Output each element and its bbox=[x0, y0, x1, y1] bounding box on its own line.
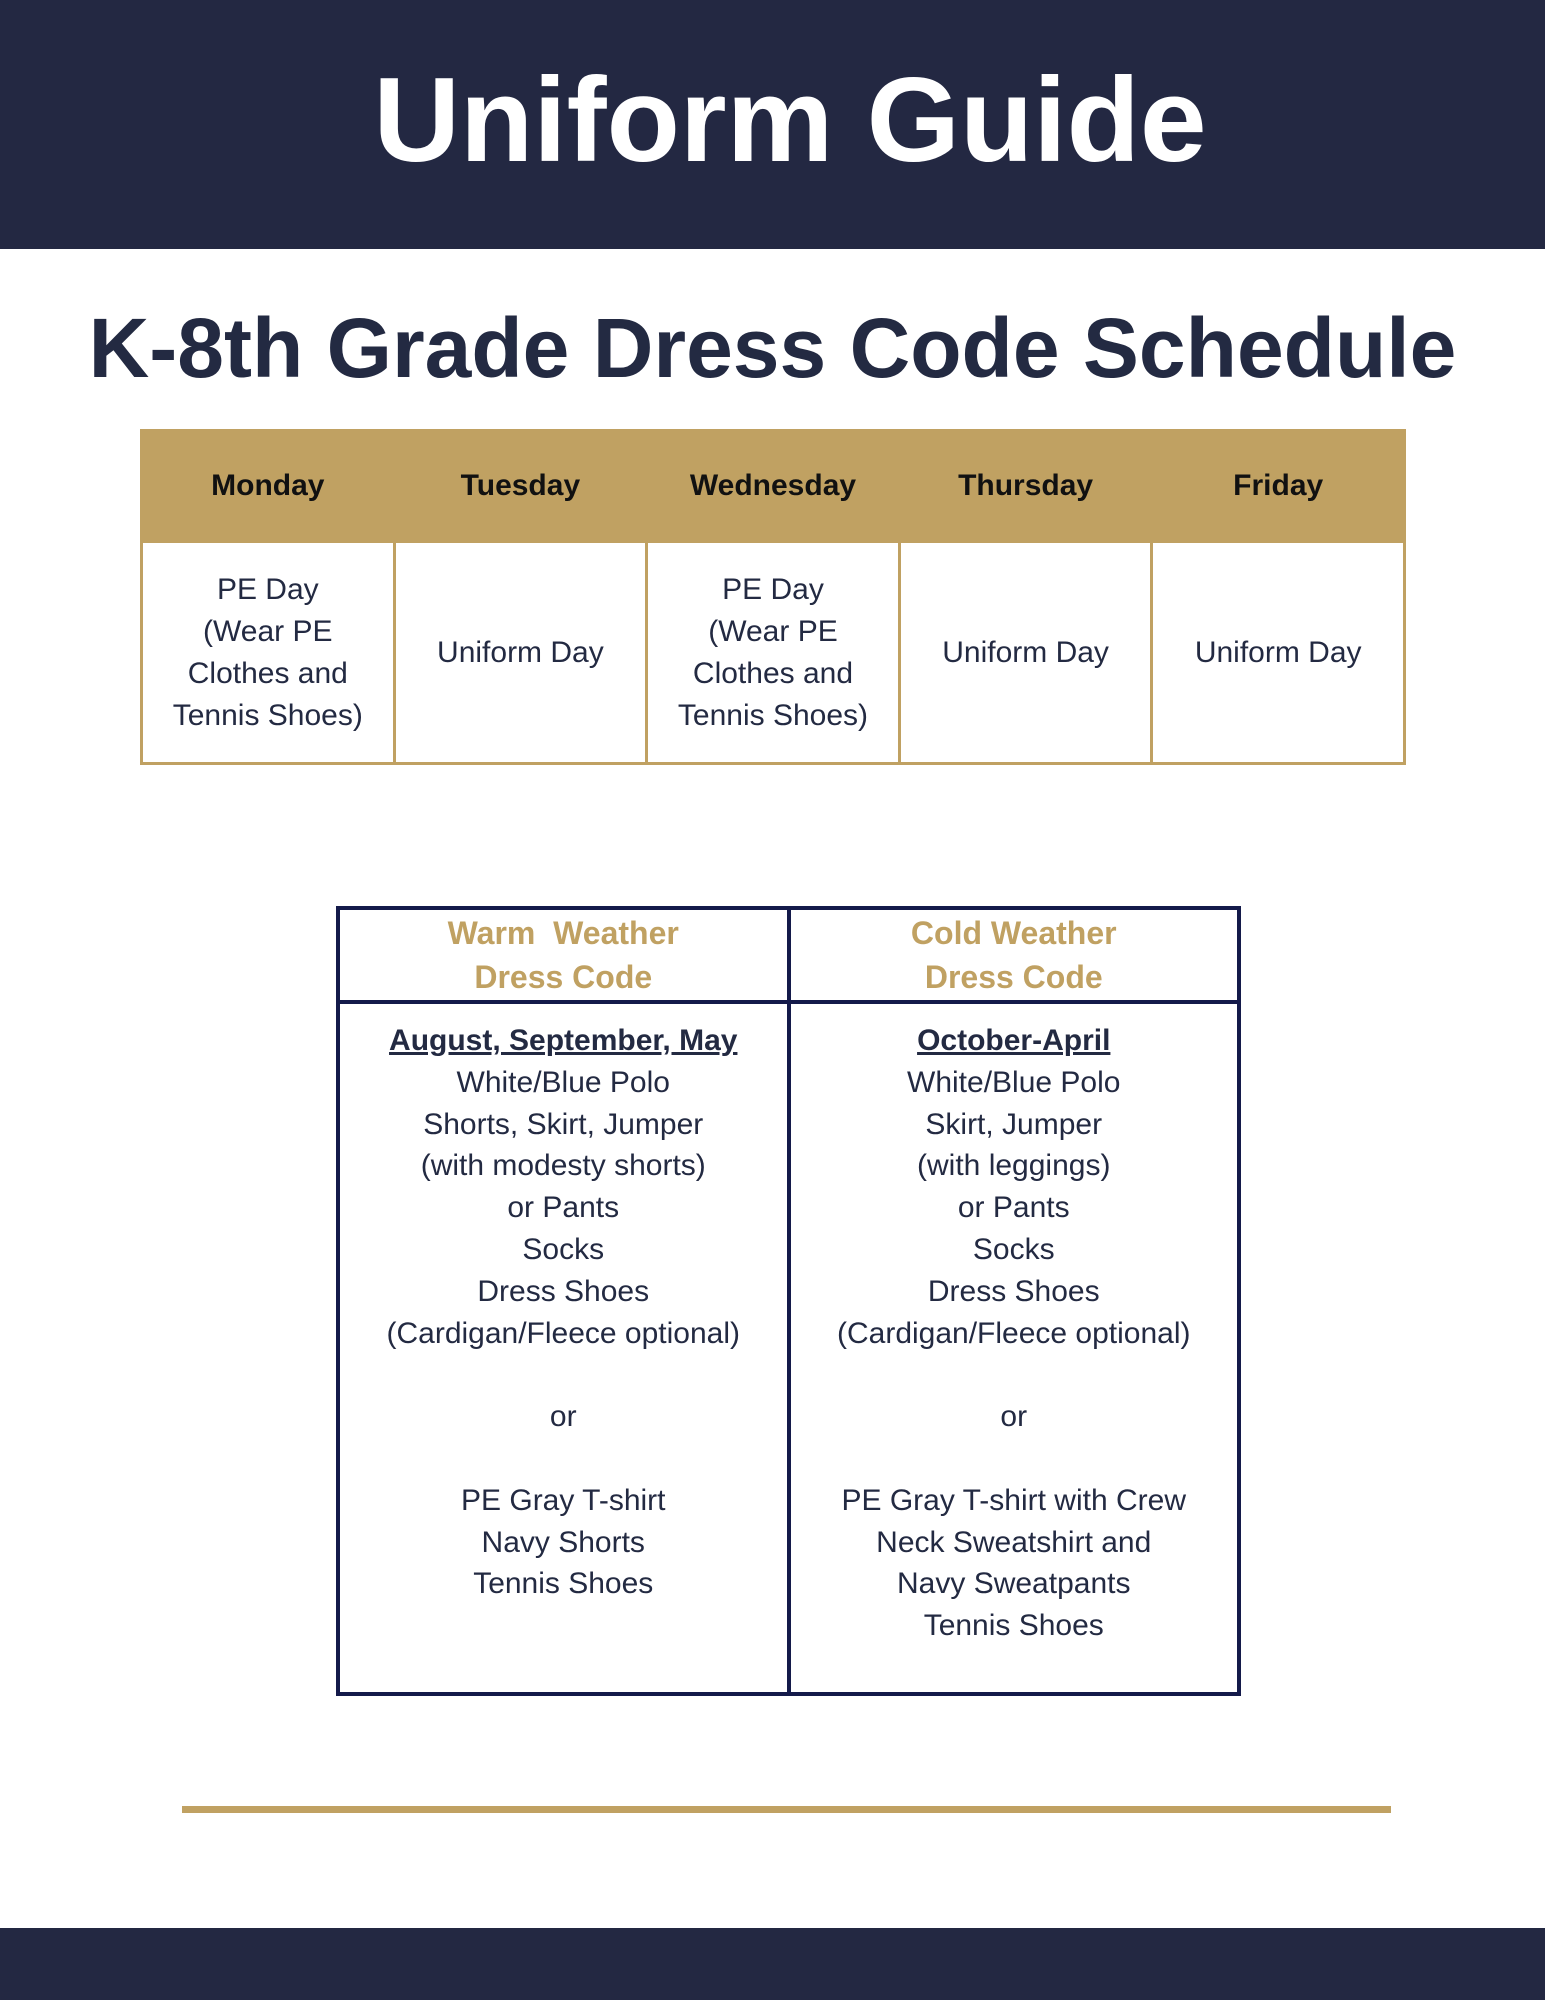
uniform-item: (with modesty shorts) bbox=[420, 1149, 706, 1183]
uniform-item: White/Blue Polo bbox=[907, 1065, 1121, 1099]
dress-code-body-row bbox=[338, 1002, 1239, 1694]
day-header-wednesday: Wednesday bbox=[647, 431, 900, 542]
cell-line: Uniform Day bbox=[437, 635, 604, 669]
warm-weather-heading bbox=[338, 908, 789, 1002]
uniform-item: or Pants bbox=[507, 1191, 620, 1225]
cold-months: October-April bbox=[917, 1024, 1111, 1057]
cell-line: Clothes and bbox=[187, 656, 348, 690]
uniform-item: (with leggings) bbox=[917, 1149, 1111, 1183]
uniform-item: Shorts, Skirt, Jumper bbox=[423, 1107, 704, 1141]
cell-line: (Wear PE bbox=[203, 614, 333, 648]
pe-item: Tennis Shoes bbox=[473, 1567, 654, 1601]
cell-line: Tennis Shoes) bbox=[172, 698, 363, 732]
bottom-banner bbox=[0, 1928, 1545, 2000]
or-label: or bbox=[549, 1400, 577, 1434]
uniform-item: Skirt, Jumper bbox=[925, 1107, 1103, 1141]
day-header-tuesday: Tuesday bbox=[394, 431, 647, 542]
page-title: Uniform Guide bbox=[373, 53, 1207, 187]
spacer bbox=[350, 1438, 777, 1480]
gold-divider bbox=[182, 1806, 1391, 1813]
heading-line: Dress Code bbox=[924, 959, 1103, 995]
warm-months: August, September, May bbox=[389, 1024, 738, 1057]
pe-item: PE Gray T-shirt bbox=[461, 1483, 666, 1517]
day-header-friday: Friday bbox=[1152, 431, 1405, 542]
heading-line: Warm Weather bbox=[447, 915, 679, 951]
uniform-item: Socks bbox=[972, 1232, 1055, 1266]
cell-line: Uniform Day bbox=[1194, 635, 1362, 669]
spacer bbox=[801, 1354, 1228, 1396]
uniform-item: (Cardigan/Fleece optional) bbox=[836, 1316, 1191, 1350]
uniform-item: Dress Shoes bbox=[477, 1274, 650, 1308]
schedule-header-row bbox=[142, 431, 1405, 542]
dress-code-header-row bbox=[338, 908, 1239, 1002]
dress-code-table bbox=[336, 906, 1241, 1696]
schedule-heading: K-8th Grade Dress Code Schedule bbox=[88, 301, 1457, 395]
pe-item: Tennis Shoes bbox=[923, 1609, 1104, 1643]
pe-item: PE Gray T-shirt with Crew bbox=[841, 1483, 1187, 1517]
schedule-cell-friday bbox=[1152, 542, 1405, 764]
cell-line: (Wear PE bbox=[708, 614, 838, 648]
schedule-cell-wednesday bbox=[647, 542, 900, 764]
or-label: or bbox=[1000, 1400, 1028, 1434]
cell-line: Uniform Day bbox=[942, 635, 1109, 669]
cell-line: PE Day bbox=[722, 572, 824, 606]
schedule-cell-monday bbox=[142, 542, 395, 764]
schedule-body-row bbox=[142, 542, 1405, 764]
day-header-monday: Monday bbox=[142, 431, 395, 542]
pe-item: Neck Sweatshirt and bbox=[876, 1525, 1152, 1559]
heading-line: Dress Code bbox=[474, 959, 653, 995]
day-header-thursday: Thursday bbox=[899, 431, 1152, 542]
schedule-cell-thursday bbox=[899, 542, 1152, 764]
uniform-item: or Pants bbox=[957, 1191, 1070, 1225]
cell-line: Tennis Shoes) bbox=[677, 698, 869, 732]
uniform-item: White/Blue Polo bbox=[456, 1065, 670, 1099]
cold-weather-heading bbox=[789, 908, 1240, 1002]
pe-item: Navy Shorts bbox=[481, 1525, 645, 1559]
spacer bbox=[350, 1354, 777, 1396]
heading-line: Cold Weather bbox=[910, 915, 1117, 951]
cold-weather-cell bbox=[789, 1002, 1240, 1694]
schedule-cell-tuesday bbox=[394, 542, 647, 764]
cell-line: Clothes and bbox=[692, 656, 854, 690]
uniform-item: (Cardigan/Fleece optional) bbox=[386, 1316, 741, 1350]
weekly-schedule-table bbox=[140, 429, 1406, 765]
pe-item: Navy Sweatpants bbox=[897, 1567, 1131, 1601]
cell-line: PE Day bbox=[216, 572, 319, 606]
spacer bbox=[801, 1438, 1228, 1480]
uniform-item: Dress Shoes bbox=[927, 1274, 1100, 1308]
uniform-item: Socks bbox=[522, 1232, 605, 1266]
warm-weather-cell bbox=[338, 1002, 789, 1694]
